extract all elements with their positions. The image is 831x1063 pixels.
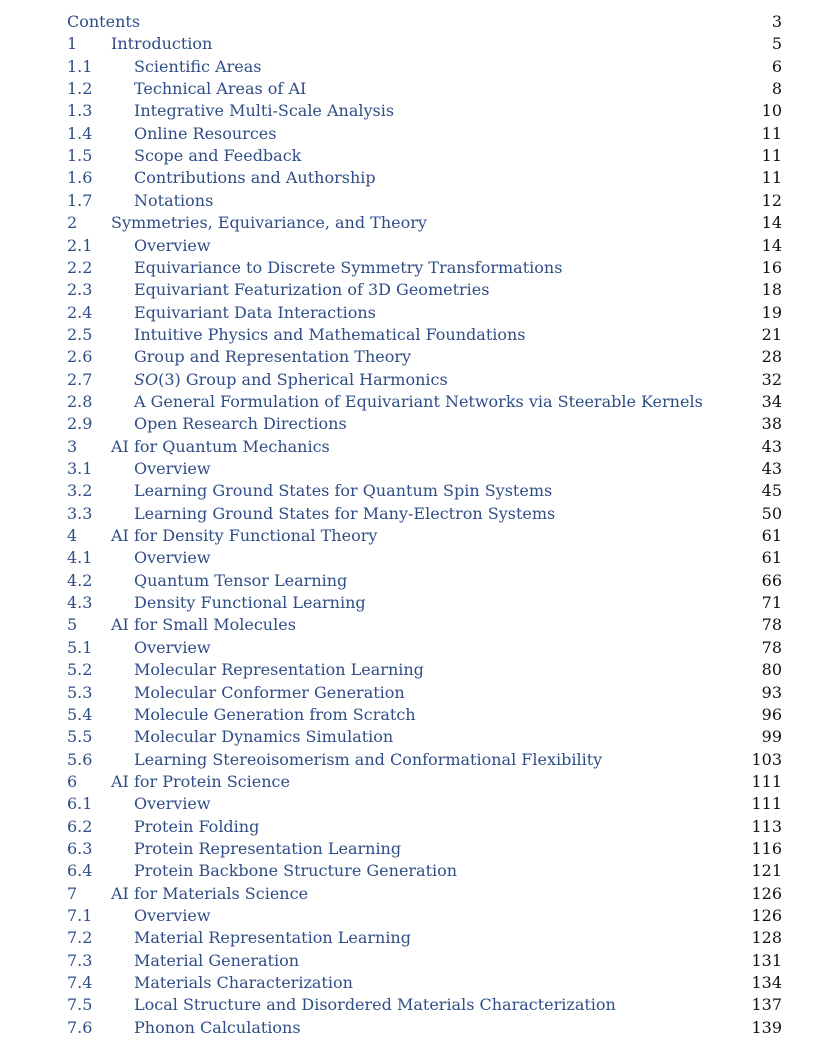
toc-entry-page: 8 xyxy=(771,79,782,99)
toc-entry-number: 5.3 xyxy=(67,682,93,702)
toc-entry-page: 139 xyxy=(751,1017,782,1037)
toc-entry-number: 5 xyxy=(67,615,78,635)
toc-entry-page: 126 xyxy=(751,883,782,903)
toc-entry-number: 4.3 xyxy=(67,593,93,613)
toc-entry-number: 7.4 xyxy=(67,973,93,993)
toc-entry-number: 7.2 xyxy=(67,928,93,948)
toc-entry-title[interactable]: Integrative Multi-Scale Analysis xyxy=(134,101,395,121)
toc-section-entry[interactable] xyxy=(0,324,831,346)
toc-entry-page: 11 xyxy=(761,123,782,143)
toc-entry-number: 2.3 xyxy=(67,280,93,300)
toc-entry-number: 2.6 xyxy=(67,347,93,367)
toc-section-entry[interactable] xyxy=(0,413,831,435)
toc-entry-title[interactable]: Contents xyxy=(67,12,141,31)
toc-entry-number: 6.1 xyxy=(67,794,93,814)
toc-section-entry[interactable] xyxy=(0,682,831,704)
toc-entry-title[interactable]: Equivariant Data Interactions xyxy=(134,302,376,322)
toc-chapter-entry[interactable] xyxy=(0,614,831,636)
toc-entry-page: 19 xyxy=(761,302,782,322)
toc-entry-page: 80 xyxy=(761,660,782,680)
toc-entry-page: 71 xyxy=(761,593,782,613)
toc-section-entry[interactable] xyxy=(0,123,831,145)
toc-chapter-entry[interactable] xyxy=(0,525,831,547)
toc-entry-number: 1.4 xyxy=(67,123,93,143)
toc-entry-page: 78 xyxy=(761,637,782,657)
toc-entry-number: 2.7 xyxy=(67,369,93,389)
toc-entry-number: 1.2 xyxy=(67,79,93,99)
toc-section-entry[interactable] xyxy=(0,838,831,860)
toc-section-entry[interactable] xyxy=(0,257,831,279)
toc-entry-number: 5.6 xyxy=(67,749,93,769)
toc-entry-title[interactable]: Molecular Representation Learning xyxy=(134,660,424,680)
toc-section-entry[interactable] xyxy=(0,145,831,167)
toc-entry-title[interactable]: Protein Backbone Structure Generation xyxy=(134,861,458,881)
toc-entry-page: 6 xyxy=(771,56,782,76)
toc-entry-page: 43 xyxy=(761,436,782,456)
toc-entry-title[interactable]: Density Functional Learning xyxy=(134,593,366,613)
toc-section-entry[interactable] xyxy=(0,190,831,212)
toc-entry-title[interactable]: Overview xyxy=(134,459,211,478)
toc-entry-title[interactable]: Protein Representation Learning xyxy=(134,838,402,858)
toc-section-entry[interactable] xyxy=(0,704,831,726)
toc-section-entry[interactable] xyxy=(0,167,831,189)
toc-entry-number: 4.1 xyxy=(67,548,93,568)
toc-entry-page: 128 xyxy=(751,928,782,948)
toc-entry-page: 11 xyxy=(761,146,782,166)
toc-entry-title[interactable]: Phonon Calculations xyxy=(134,1017,301,1037)
toc-entry-number: 6 xyxy=(67,771,78,791)
toc-section-entry[interactable] xyxy=(0,570,831,592)
toc-entry-page: 134 xyxy=(751,973,782,993)
toc-entry-title[interactable]: Overview xyxy=(134,794,211,814)
toc-entry-number: 6.2 xyxy=(67,816,93,836)
toc-entry-number: 1.1 xyxy=(67,56,93,76)
toc-section-entry[interactable] xyxy=(0,592,831,614)
toc-section-entry[interactable] xyxy=(0,458,831,480)
toc-entry-title[interactable]: A General Formulation of Equivariant Networks via Steerable Kernels xyxy=(134,391,703,411)
toc-section-entry[interactable] xyxy=(0,972,831,994)
toc-entry-page: 14 xyxy=(761,235,782,255)
toc-section-entry[interactable] xyxy=(0,235,831,257)
toc-entry-title[interactable]: Overview xyxy=(134,548,211,568)
toc-entry-title[interactable]: Molecular Conformer Generation xyxy=(134,682,405,702)
toc-entry-title[interactable]: AI for Materials Science xyxy=(111,883,309,903)
toc-section-entry[interactable] xyxy=(0,56,831,78)
toc-entry-page: 38 xyxy=(761,414,782,434)
toc-section-entry[interactable] xyxy=(0,749,831,771)
toc-entry-number: 7.1 xyxy=(67,906,93,925)
toc-entry-page: 113 xyxy=(751,816,782,836)
toc-entry-page: 3 xyxy=(771,12,782,31)
toc-chapter-entry[interactable] xyxy=(0,33,831,55)
toc-entry-title[interactable]: Introduction xyxy=(111,34,213,54)
toc-section-entry[interactable] xyxy=(0,78,831,100)
toc-entry-number: 2.4 xyxy=(67,302,93,322)
toc-entry-number: 4.2 xyxy=(67,570,93,590)
toc-entry-number: 4 xyxy=(67,526,78,546)
toc-entry-title[interactable]: Overview xyxy=(134,906,211,925)
toc-section-entry[interactable] xyxy=(0,302,831,324)
toc-section-entry[interactable] xyxy=(0,346,831,368)
toc-section-entry[interactable] xyxy=(0,860,831,882)
toc-entry-title[interactable]: Technical Areas of AI xyxy=(134,79,307,99)
toc-section-entry[interactable] xyxy=(0,726,831,748)
toc-entry-number: 6.4 xyxy=(67,861,93,881)
toc-entry-page: 50 xyxy=(761,503,782,523)
toc-entry-page: 61 xyxy=(761,526,782,546)
toc-entry-title-italic: SO xyxy=(134,369,159,389)
toc-section-entry[interactable] xyxy=(0,1017,831,1039)
toc-entry-number: 1.3 xyxy=(67,101,93,121)
toc-entry-page: 96 xyxy=(761,704,782,724)
toc-section-entry[interactable] xyxy=(0,793,831,815)
toc-entry-page: 45 xyxy=(761,481,782,501)
toc-entry-number: 6.3 xyxy=(67,838,93,858)
toc-entry-number: 3.2 xyxy=(67,481,93,501)
toc-entry-page: 116 xyxy=(751,838,782,858)
toc-entry-page: 28 xyxy=(761,347,782,367)
toc-entry-number: 7 xyxy=(67,883,78,903)
toc-entry-page: 103 xyxy=(751,749,782,769)
toc-entry-number: 2.2 xyxy=(67,257,93,277)
toc-entry-title[interactable]: Scope and Feedback xyxy=(134,146,302,166)
toc-entry-title[interactable]: AI for Quantum Mechanics xyxy=(111,436,330,456)
toc-chapter-entry[interactable] xyxy=(0,212,831,234)
toc-entry-page: 121 xyxy=(751,861,782,881)
toc-entry-page: 10 xyxy=(761,101,782,121)
toc-entry-title[interactable]: Online Resources xyxy=(134,123,277,143)
toc-entry-title[interactable]: Equivariance to Discrete Symmetry Transformations xyxy=(134,257,563,277)
toc-entry-page: 43 xyxy=(761,459,782,478)
toc-chapter-entry[interactable] xyxy=(0,883,831,905)
toc-entry-page: 111 xyxy=(751,771,782,791)
toc-entry-number: 2.8 xyxy=(67,391,93,411)
toc-entry-number: 5.4 xyxy=(67,704,93,724)
toc-entry-page: 131 xyxy=(751,950,782,970)
toc-entry-page: 99 xyxy=(761,727,782,747)
toc-section-entry[interactable] xyxy=(0,816,831,838)
toc-section-entry[interactable] xyxy=(0,391,831,413)
toc-section-entry[interactable] xyxy=(0,905,831,927)
toc-entry-title[interactable]: Molecule Generation from Scratch xyxy=(134,704,416,724)
toc-entry-title[interactable]: Material Representation Learning xyxy=(134,928,411,948)
toc-entry-title[interactable]: Symmetries, Equivariance, and Theory xyxy=(111,213,427,233)
toc-entry-page: 93 xyxy=(761,682,782,702)
toc-entry-number: 3 xyxy=(67,436,78,456)
toc-section-entry[interactable] xyxy=(0,279,831,301)
toc-entry-title-rest: (3) Group and Spherical Harmonics xyxy=(158,369,448,389)
toc-chapter-entry[interactable] xyxy=(0,771,831,793)
toc-entry-title[interactable] xyxy=(134,369,448,391)
toc-entry-title[interactable]: Quantum Tensor Learning xyxy=(134,570,348,590)
toc-section-entry[interactable] xyxy=(0,480,831,502)
toc-entry-number: 5.5 xyxy=(67,727,93,747)
toc-entry-title[interactable]: Group and Representation Theory xyxy=(134,347,412,367)
toc-entry-number: 7.6 xyxy=(67,1017,93,1037)
toc-entry-number: 2.9 xyxy=(67,414,93,434)
toc-entry-page: 34 xyxy=(761,391,782,411)
toc-entry-page: 14 xyxy=(761,213,782,233)
toc-entry-page: 12 xyxy=(761,190,782,210)
toc-section-entry[interactable] xyxy=(0,637,831,659)
toc-section-entry[interactable] xyxy=(0,659,831,681)
toc-entry-title[interactable]: AI for Protein Science xyxy=(111,771,290,791)
toc-entry-title[interactable]: Intuitive Physics and Mathematical Foundations xyxy=(134,324,526,344)
toc-entry-title[interactable]: AI for Density Functional Theory xyxy=(111,526,378,546)
toc-entry-title[interactable]: Protein Folding xyxy=(134,816,260,836)
toc-entry-page: 5 xyxy=(771,34,782,54)
toc-entry-number: 2.1 xyxy=(67,235,93,255)
toc-entry-number: 7.3 xyxy=(67,950,93,970)
toc-section-entry[interactable] xyxy=(0,547,831,569)
toc-chapter-entry[interactable] xyxy=(0,436,831,458)
toc-entry-number: 5.1 xyxy=(67,637,93,657)
toc-entry-title[interactable]: AI for Small Molecules xyxy=(111,615,296,635)
toc-entry-page: 16 xyxy=(761,257,782,277)
toc-contents-link[interactable] xyxy=(0,11,831,33)
toc-entry-page: 21 xyxy=(761,324,782,344)
toc-entry-title[interactable]: Open Research Directions xyxy=(134,414,347,434)
toc-entry-page: 32 xyxy=(761,369,782,389)
toc-entry-title[interactable]: Equivariant Featurization of 3D Geometries xyxy=(134,280,490,300)
toc-entry-number: 7.5 xyxy=(67,995,93,1015)
toc-entry-title[interactable]: Scientific Areas xyxy=(134,56,262,76)
toc-entry-title[interactable]: Molecular Dynamics Simulation xyxy=(134,727,394,747)
toc-entry-title[interactable]: Learning Ground States for Many-Electron Systems xyxy=(134,503,556,523)
toc-entry-number: 3.3 xyxy=(67,503,93,523)
toc-entry-page: 18 xyxy=(761,280,782,300)
toc-entry-number: 2 xyxy=(67,213,78,233)
toc-entry-page: 126 xyxy=(751,906,782,925)
toc-entry-number: 1.6 xyxy=(67,168,93,188)
toc-entry-title[interactable]: Materials Characterization xyxy=(134,973,353,993)
toc-entry-title[interactable]: Local Structure and Disordered Materials Characterization xyxy=(134,995,616,1015)
toc-entry-title[interactable]: Notations xyxy=(134,190,214,210)
toc-entry-page: 111 xyxy=(751,794,782,814)
toc-entry-page: 61 xyxy=(761,548,782,568)
toc-entry-page: 137 xyxy=(751,995,782,1015)
toc-entry-title[interactable]: Material Generation xyxy=(134,950,300,970)
toc-entry-number: 1 xyxy=(67,34,78,54)
toc-section-entry[interactable] xyxy=(0,369,831,391)
toc-entry-number: 1.7 xyxy=(67,190,93,210)
toc-entry-title[interactable]: Overview xyxy=(134,235,211,255)
toc-section-entry[interactable] xyxy=(0,950,831,972)
toc-entry-number: 1.5 xyxy=(67,146,93,166)
toc-entry-title[interactable]: Learning Stereoisomerism and Conformational Flexibility xyxy=(134,749,603,769)
toc-entry-number: 5.2 xyxy=(67,660,93,680)
toc-entry-page: 66 xyxy=(761,570,782,590)
toc-entry-title[interactable]: Learning Ground States for Quantum Spin Systems xyxy=(134,481,553,501)
toc-entry-page: 78 xyxy=(761,615,782,635)
toc-entry-number: 3.1 xyxy=(67,459,93,478)
toc-section-entry[interactable] xyxy=(0,503,831,525)
toc-entry-title[interactable]: Contributions and Authorship xyxy=(134,168,376,188)
toc-section-entry[interactable] xyxy=(0,994,831,1016)
toc-entry-page: 11 xyxy=(761,168,782,188)
toc-entry-title[interactable]: Overview xyxy=(134,637,211,657)
toc-section-entry[interactable] xyxy=(0,100,831,122)
toc-section-entry[interactable] xyxy=(0,927,831,949)
toc-entry-number: 2.5 xyxy=(67,324,93,344)
